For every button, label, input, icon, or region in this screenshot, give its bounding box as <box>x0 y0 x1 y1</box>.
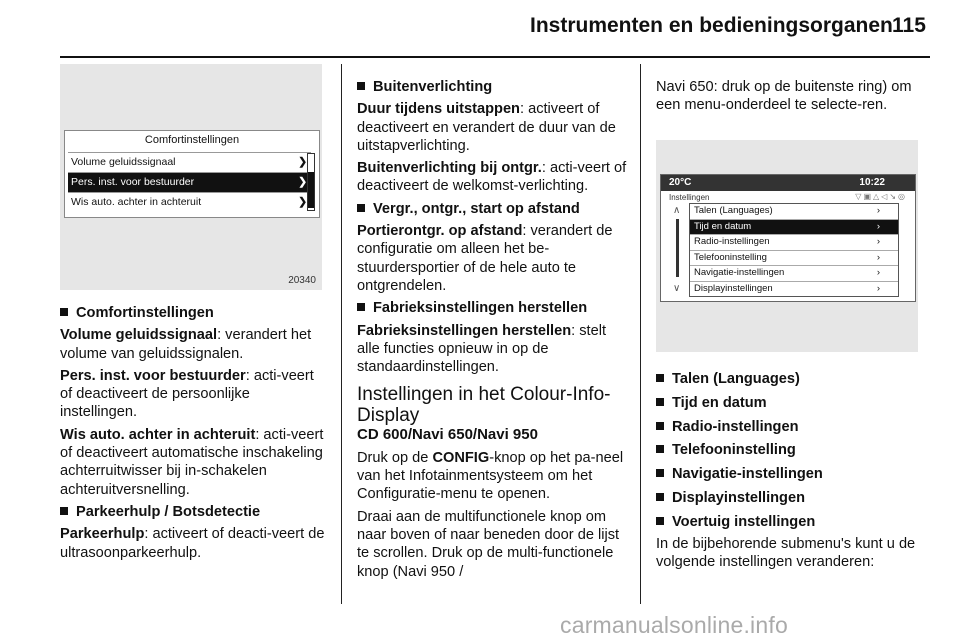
image-code: 20340 <box>288 275 316 286</box>
setting-description: Parkeerhulp: activeert of deacti-veert de ultrasoonparkeerhulp. <box>60 526 325 561</box>
temperature-readout: 20°C <box>669 177 692 188</box>
bullet-square-icon <box>656 517 664 525</box>
chevron-right-icon: ❯ <box>298 156 307 168</box>
status-icons: ▽▣△◁↘◎ <box>855 192 907 201</box>
menu-row-label: Pers. inst. voor bestuurder <box>71 176 195 188</box>
chevron-right-icon: › <box>876 236 880 247</box>
chevron-right-icon: › <box>876 205 880 216</box>
bullet-heading: Vergr., ontgr., start op afstand <box>357 200 627 218</box>
settings-menu-screen-image <box>656 140 918 352</box>
screen-heading: Instellingen <box>669 193 710 202</box>
column-3-list <box>656 368 931 571</box>
chevron-right-icon: ❯ <box>298 196 307 208</box>
column-divider <box>341 64 342 604</box>
settings-list <box>689 203 899 297</box>
bullet-square-icon <box>656 469 664 477</box>
setting-description: Wis auto. achter in achteruit: acti-veert of deactiveert automatische inschakeling achterruitwisser bij in-schakelen achteruitversnelling. <box>60 426 324 498</box>
setting-description: Pers. inst. voor bestuurder: acti-veert of deactiveert de persoonlijke instellingen. <box>60 367 314 421</box>
bullet-square-icon <box>357 303 365 311</box>
clock-readout: 10:22 <box>859 177 885 188</box>
chevron-down-icon: ∨ <box>673 283 681 294</box>
paragraph: In de bijbehorende submenu's kunt u de volgende instellingen veranderen: <box>656 535 916 570</box>
menu-row-selected <box>68 172 311 192</box>
bullet-square-icon <box>357 82 365 90</box>
menu-row <box>68 192 311 212</box>
display-screen <box>64 130 320 218</box>
list-item: Navigatie-instellingen › <box>690 265 898 281</box>
setting-description: Buitenverlichting bij ontgr.: acti-veert of deactiveert de welkomst-verlichting. <box>357 160 627 195</box>
column-1 <box>60 304 330 562</box>
bullet-item: Tijd en datum <box>656 392 931 416</box>
chevron-right-icon: › <box>876 220 880 232</box>
bullet-square-icon <box>656 374 664 382</box>
menu-row-label: Volume geluidssignaal <box>71 156 176 168</box>
bullet-item: Telefooninstelling <box>656 439 931 463</box>
scroll-track <box>676 219 679 277</box>
setting-description: Portierontgr. op afstand: verandert de configuratie om alleen het be-stuurdersportier of de hele auto te ontgrendelen. <box>357 223 613 294</box>
column-3 <box>656 78 926 115</box>
bullet-square-icon <box>357 204 365 212</box>
screen-title: Comfortinstellingen <box>144 134 240 146</box>
header-rule <box>60 56 930 58</box>
page-header-title: Instrumenten en bedieningsorganen <box>530 14 893 37</box>
bullet-square-icon <box>60 507 68 515</box>
bullet-square-icon <box>656 493 664 501</box>
bullet-square-icon <box>656 422 664 430</box>
section-title: Instellingen in het Colour-Info-Display <box>357 384 611 427</box>
section-subtitle: CD 600/Navi 650/Navi 950 <box>357 426 538 444</box>
chevron-up-icon: ∧ <box>673 205 681 216</box>
menu-row-label: Wis auto. achter in achteruit <box>71 196 202 208</box>
watermark: carmanualsonline.info <box>560 612 788 638</box>
menu-row <box>68 152 311 172</box>
bullet-item: Voertuig instellingen <box>656 511 931 535</box>
display-screen <box>660 174 916 302</box>
column-2 <box>357 78 627 581</box>
bullet-heading: Parkeerhulp / Botsdetectie <box>60 503 330 521</box>
comfort-settings-screen-image <box>60 64 322 290</box>
list-item-selected: Tijd en datum › <box>690 219 898 235</box>
bullet-square-icon <box>656 398 664 406</box>
chevron-right-icon: › <box>876 282 880 294</box>
column-divider <box>640 64 641 604</box>
paragraph: Draai aan de multifunctionele knop om naar boven of naar beneden door de lijst te scrollen. Druk op de multi-functionele knop (Navi 950 / <box>357 508 620 580</box>
paragraph: Navi 650: druk op de buitenste ring) om een menu-onderdeel te selecte-ren. <box>656 79 912 114</box>
bullet-square-icon <box>60 308 68 316</box>
paragraph: Druk op de CONFIG-knop op het pa-neel van het Infotainmentsysteem om het Configuratie-menu te openen. <box>357 449 624 503</box>
setting-description: Fabrieksinstellingen herstellen: stelt alle functies opnieuw in op de standaardinstellingen. <box>357 322 606 376</box>
bullet-heading: Buitenverlichting <box>357 78 627 96</box>
chevron-right-icon: ❯ <box>298 176 307 188</box>
list-item: Radio-instellingen › <box>690 234 898 250</box>
list-item: Talen (Languages) › <box>690 204 898 219</box>
chevron-right-icon: › <box>876 267 880 278</box>
bullet-square-icon <box>656 445 664 453</box>
list-item: Displayinstellingen › <box>690 281 898 297</box>
bullet-heading: Comfortinstellingen <box>60 304 330 322</box>
scrollbar <box>307 153 315 211</box>
list-item: Telefooninstelling › <box>690 250 898 266</box>
setting-description: Duur tijdens uitstappen: activeert of deactiveert en verandert de duur van de uitstapverlichting. <box>357 101 616 154</box>
page-number: 115 <box>892 14 926 37</box>
setting-description: Volume geluidssignaal: verandert het volume van geluidssignalen. <box>60 327 312 362</box>
bullet-item: Displayinstellingen <box>656 487 931 511</box>
bullet-item: Navigatie-instellingen <box>656 463 931 487</box>
bullet-heading: Fabrieksinstellingen herstellen <box>357 299 627 317</box>
bullet-item: Talen (Languages) <box>656 368 931 392</box>
bullet-item: Radio-instellingen <box>656 416 931 440</box>
scrollbar-thumb <box>308 172 314 208</box>
chevron-right-icon: › <box>876 251 880 263</box>
status-bar <box>661 175 915 191</box>
